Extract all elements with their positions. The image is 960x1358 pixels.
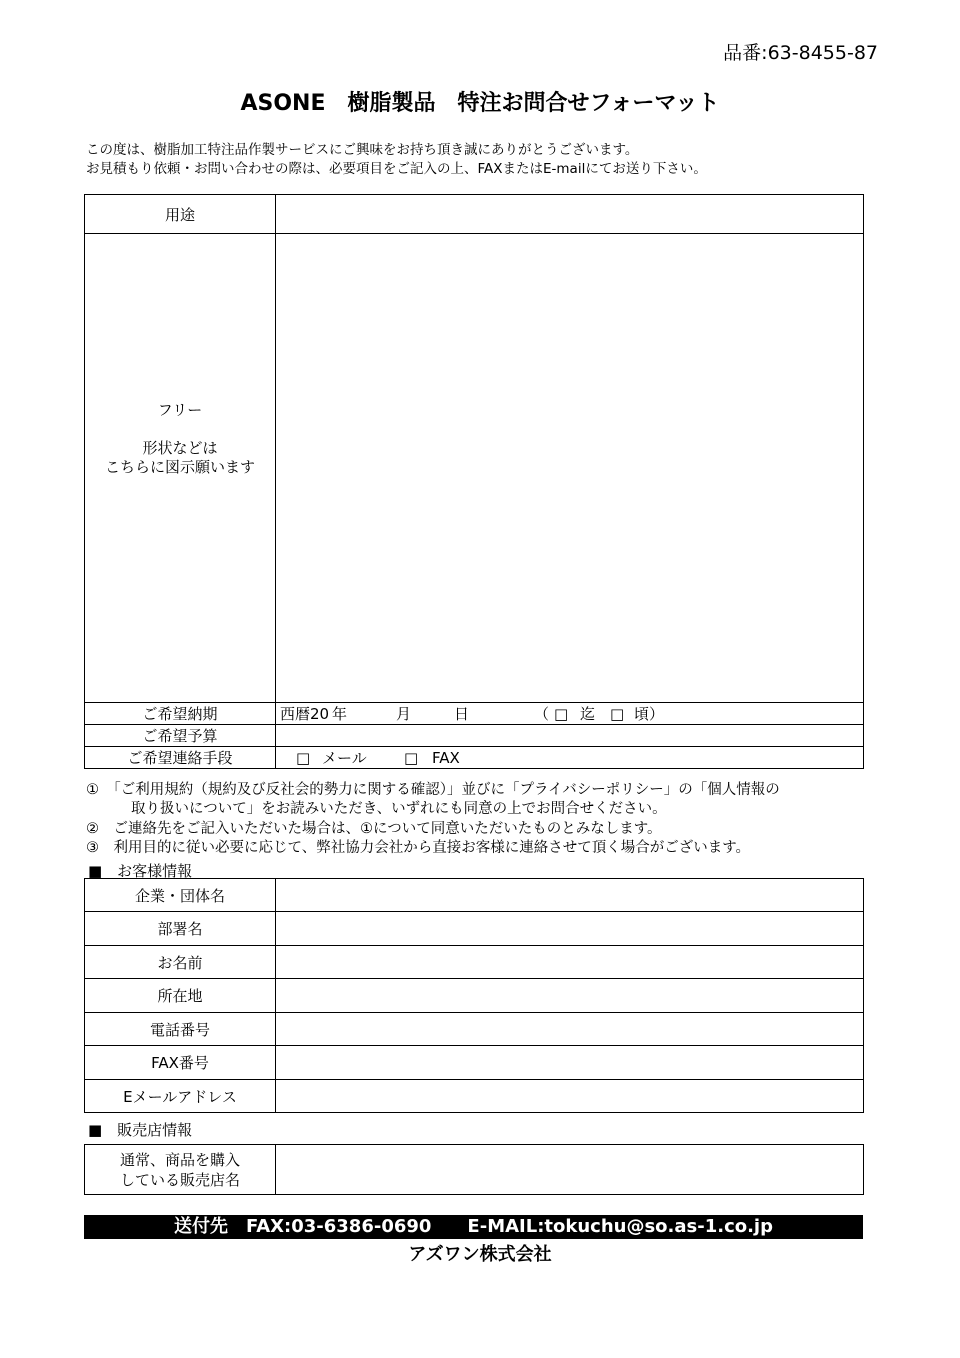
delivery-month: 月 bbox=[396, 705, 412, 723]
department-label: 部署名 bbox=[85, 912, 276, 946]
around-label: 頃） bbox=[634, 705, 665, 723]
email-label: Eメールアドレス bbox=[85, 1080, 276, 1113]
mail-label: メール bbox=[322, 749, 367, 767]
contact-method-field bbox=[276, 747, 864, 769]
budget-label: ご希望予算 bbox=[85, 725, 276, 747]
company-name-field[interactable] bbox=[276, 879, 864, 912]
contact-method-label: ご希望連絡手段 bbox=[85, 747, 276, 769]
part-number: 品番:63-8455-87 bbox=[723, 42, 878, 64]
usage-label: 用途 bbox=[85, 195, 276, 234]
note-1b: 取り扱いについて」をお読みいただき、いずれにも同意の上でお問合せください。 bbox=[131, 801, 667, 818]
fax-checkbox[interactable]: □ bbox=[404, 749, 419, 767]
until-checkbox[interactable]: □ bbox=[554, 705, 569, 723]
note-3: ③ 利用目的に従い必要に応じて、弊社協力会社から直接お客様に連絡させて頂く場合がございます。 bbox=[86, 839, 751, 856]
delivery-label: ご希望納期 bbox=[85, 703, 276, 725]
until-label: 迄 bbox=[580, 705, 596, 723]
shop-info-table bbox=[84, 1144, 864, 1195]
phone-field[interactable] bbox=[276, 1013, 864, 1046]
request-form-table bbox=[84, 194, 864, 769]
address-field[interactable] bbox=[276, 979, 864, 1013]
delivery-date-field[interactable] bbox=[276, 703, 864, 725]
name-field[interactable] bbox=[276, 946, 864, 979]
shop-label bbox=[85, 1145, 276, 1195]
delivery-era: 西暦20 bbox=[280, 705, 330, 723]
customer-info-table bbox=[84, 878, 864, 1113]
name-label: お名前 bbox=[85, 946, 276, 979]
shop-section-heading: ■ 販売店情報 bbox=[88, 1121, 193, 1139]
intro-line-2: お見積もり依頼・お問い合わせの際は、必要項目をご記入の上、FAXまたはE-mailにてお送り下さい。 bbox=[86, 161, 707, 177]
company-name: アズワン株式会社 bbox=[408, 1244, 552, 1265]
budget-field[interactable] bbox=[276, 725, 864, 747]
phone-label: 電話番号 bbox=[85, 1013, 276, 1046]
send-to-banner: 送付先 FAX:03-6386-0690 E-MAIL:tokuchu@so.as-1.co.jp bbox=[84, 1215, 863, 1239]
notes bbox=[86, 781, 780, 858]
company-name-label: 企業・団体名 bbox=[85, 879, 276, 912]
free-drawing-area[interactable] bbox=[276, 234, 864, 703]
delivery-paren: （ bbox=[534, 705, 550, 723]
shop-label-2: している販売店名 bbox=[119, 1170, 240, 1189]
page-title: ASONE 樹脂製品 特注お問合せフォーマット bbox=[240, 91, 720, 116]
shop-label-1: 通常、商品を購入 bbox=[119, 1150, 240, 1169]
department-field[interactable] bbox=[276, 912, 864, 946]
free-area-label bbox=[85, 234, 276, 703]
free-label-1: フリー bbox=[157, 401, 203, 419]
address-label: 所在地 bbox=[85, 979, 276, 1013]
free-label-2: 形状などは bbox=[142, 439, 218, 457]
note-1a: ① 「ご利用規約（規約及び反社会的勢力に関する確認）」並びに「プライバシーポリシー」の「個人情報の bbox=[86, 782, 780, 798]
around-checkbox[interactable]: □ bbox=[610, 705, 625, 723]
delivery-year: 年 bbox=[332, 705, 348, 723]
note-2: ② ご連絡先をご記入いただいた場合は、①について同意いただいたものとみなします。 bbox=[86, 820, 662, 837]
fax-number-label: FAX番号 bbox=[85, 1046, 276, 1080]
customer-section-heading: ■ お客様情報 bbox=[88, 862, 193, 880]
shop-name-field[interactable] bbox=[276, 1145, 864, 1195]
email-field[interactable] bbox=[276, 1080, 864, 1113]
free-label-3: こちらに図示願います bbox=[104, 458, 255, 476]
mail-checkbox[interactable]: □ bbox=[296, 749, 311, 767]
fax-number-field[interactable] bbox=[276, 1046, 864, 1080]
delivery-day: 日 bbox=[454, 705, 470, 723]
fax-label: FAX bbox=[432, 749, 460, 767]
usage-field[interactable] bbox=[276, 195, 864, 234]
intro-line-1: この度は、樹脂加工特注品作製サービスにご興味をお持ち頂き誠にありがとうございます。 bbox=[86, 142, 639, 158]
